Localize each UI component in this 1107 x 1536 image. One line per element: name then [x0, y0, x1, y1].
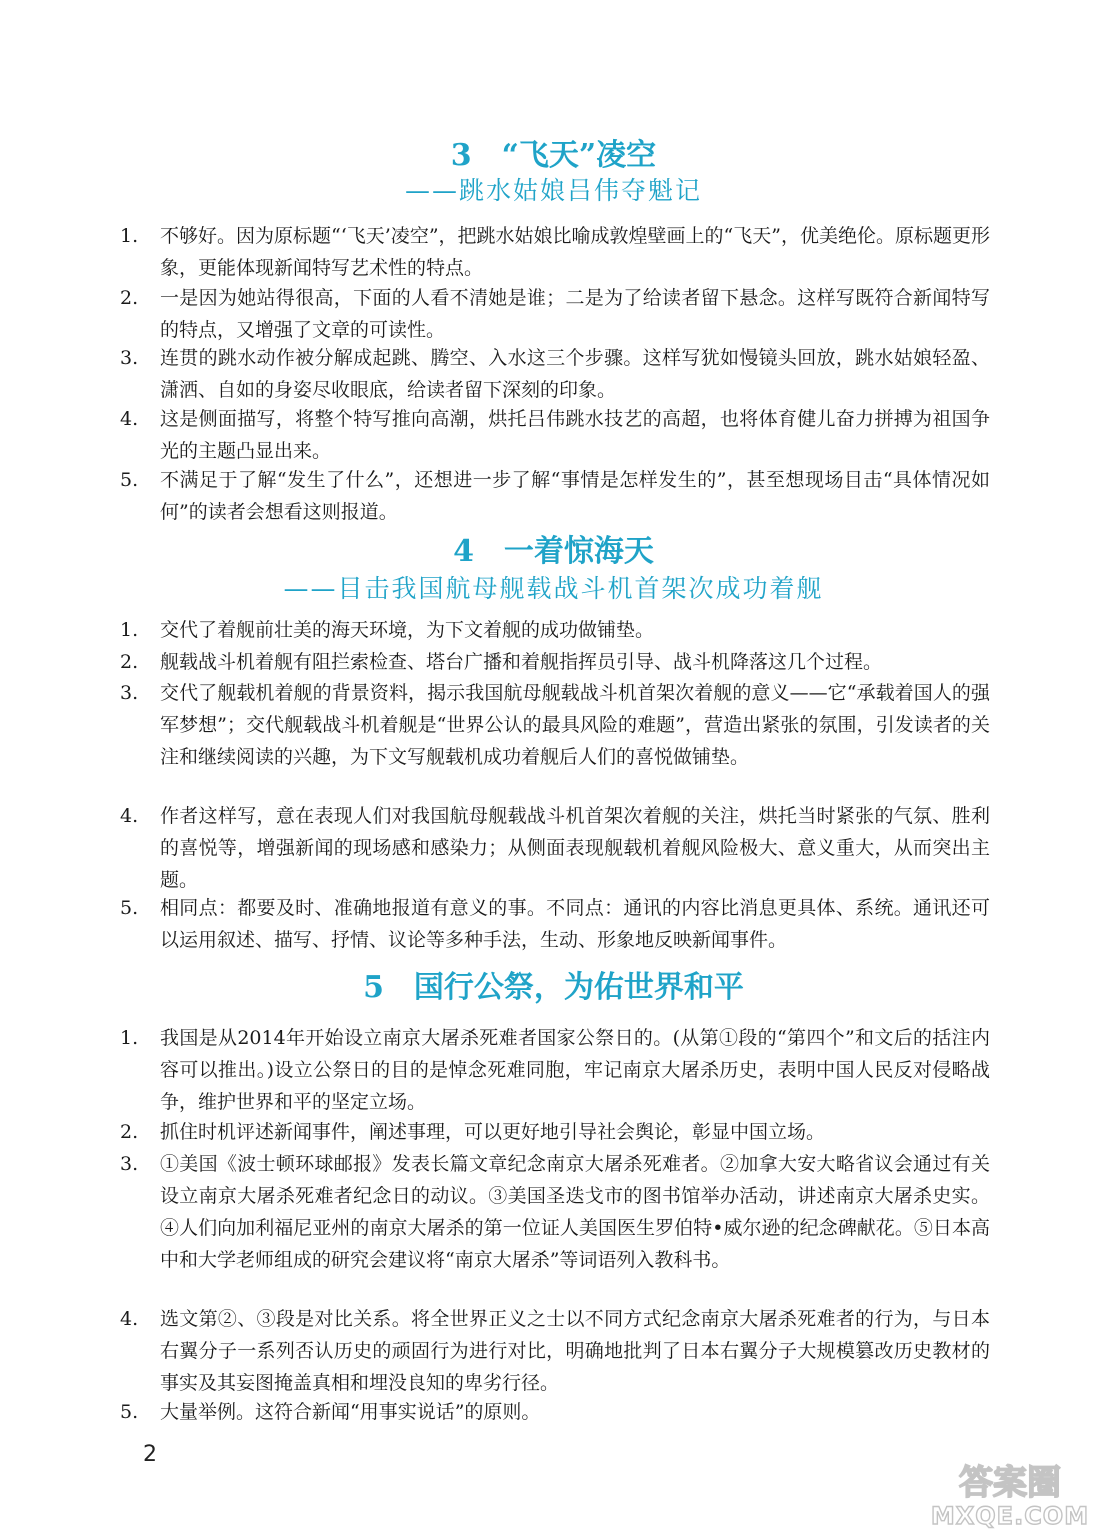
section-4-subtitle: ——目击我国航母舰载战斗机首架次成功着舰 [283, 574, 824, 603]
section-5-item-1: 1. 我国是从2014年开始设立南京大屠杀死难者国家公祭日的。(从第①段的“第四个”和文后的括注内容可以推出。)设立公祭日的目的是悼念死难同胞，牢记南京大屠杀历史，表明中国人民反对侵略战争，维护世界和平的坚定立场。 [120, 1027, 990, 1113]
section-5-item-4: 4. 选文第②、③段是对比关系。将全世界正义之士以不同方式纪念南京大屠杀死难者的行为，与日本右翼分子一系列否认历史的顽固行为进行对比，明确地批判了日本右翼分子大规模篡改历史教材的事实及其妄图掩盖真相和埋没良知的卑劣行径。 [120, 1308, 990, 1394]
section-3-item-4: 4. 这是侧面描写，将整个特写推向高潮，烘托吕伟跳水技艺的高超，也将体育健儿奋力拼搏为祖国争光的主题凸显出来。 [120, 408, 990, 462]
page-number: 2 [143, 1442, 157, 1467]
watermark-logo-url: MXQE.COM [930, 1502, 1090, 1530]
section-5-title: 5 国行公祭，为佑世界和平 [363, 970, 744, 1005]
section-3-item-3: 3. 连贯的跳水动作被分解成起跳、腾空、入水这三个步骤。这样写犹如慢镜头回放，跳水姑娘轻盈、潇洒、自如的身姿尽收眼底，给读者留下深刻的印象。 [120, 347, 990, 401]
section-5-item-3: 3. ①美国《波士顿环球邮报》发表长篇文章纪念南京大屠杀死难者。②加拿大安大略省议会通过有关设立南京大屠杀死难者纪念日的动议。③美国圣迭戈市的图书馆举办活动，讲述南京大屠杀史实。④人们向加利福尼亚州的南京大屠杀的第一位证人美国医生罗伯特•威尔逊的纪念碑献花。⑤日本高中和大学老师组成的研究会建议将“南京大屠杀”等词语列入教科书。 [120, 1153, 990, 1271]
section-3-subtitle: ——跳水姑娘吕伟夺魁记 [404, 176, 702, 205]
section-4-item-2: 2. 舰载战斗机着舰有阻拦索检查、塔台广播和着舰指挥员引导、战斗机降落这几个过程。 [120, 651, 883, 673]
section-5-item-5: 5. 大量举例。这符合新闻“用事实说话”的原则。 [120, 1401, 541, 1423]
section-4-title: 4 一着惊海天 [453, 534, 654, 569]
watermark-logo [920, 1458, 1100, 1530]
section-3-item-1: 1. 不够好。因为原标题“‘飞天’凌空”，把跳水姑娘比喻成敦煌壁画上的“飞天”，优美绝伦。原标题更形象，更能体现新闻特写艺术性的特点。 [120, 225, 990, 279]
section-3-title: 3 “飞天”凌空 [450, 138, 657, 173]
section-4-item-4: 4. 作者这样写，意在表现人们对我国航母舰载战斗机首架次着舰的关注，烘托当时紧张的气氛、胜利的喜悦等，增强新闻的现场感和感染力；从侧面表现舰载机着舰风险极大、意义重大，从而突出主题。 [120, 805, 990, 891]
section-4-item-3: 3. 交代了舰载机着舰的背景资料，揭示我国航母舰载战斗机首架次着舰的意义——它“承载着国人的强军梦想”；交代舰载战斗机着舰是“世界公认的最具风险的难题”，营造出紧张的氛围，引发读者的关注和继续阅读的兴趣，为下文写舰载机成功着舰后人们的喜悦做铺垫。 [120, 682, 990, 768]
section-3-item-2: 2. 一是因为她站得很高，下面的人看不清她是谁；二是为了给读者留下悬念。这样写既符合新闻特写的特点，又增强了文章的可读性。 [120, 287, 990, 341]
section-3-item-5: 5. 不满足于了解“发生了什么”，还想进一步了解“事情是怎样发生的”，甚至想现场目击“具体情况如何”的读者会想看这则报道。 [120, 469, 990, 523]
section-5-item-2: 2. 抓住时机评述新闻事件，阐述事理，可以更好地引导社会舆论，彰显中国立场。 [120, 1121, 826, 1143]
section-4-item-1: 1. 交代了着舰前壮美的海天环境，为下文着舰的成功做铺垫。 [120, 619, 655, 641]
section-4-item-5: 5. 相同点：都要及时、准确地报道有意义的事。不同点：通讯的内容比消息更具体、系统。通讯还可以运用叙述、描写、抒情、议论等多种手法，生动、形象地反映新闻事件。 [120, 897, 990, 951]
watermark-logo-text: 答案圈 [959, 1463, 1061, 1503]
